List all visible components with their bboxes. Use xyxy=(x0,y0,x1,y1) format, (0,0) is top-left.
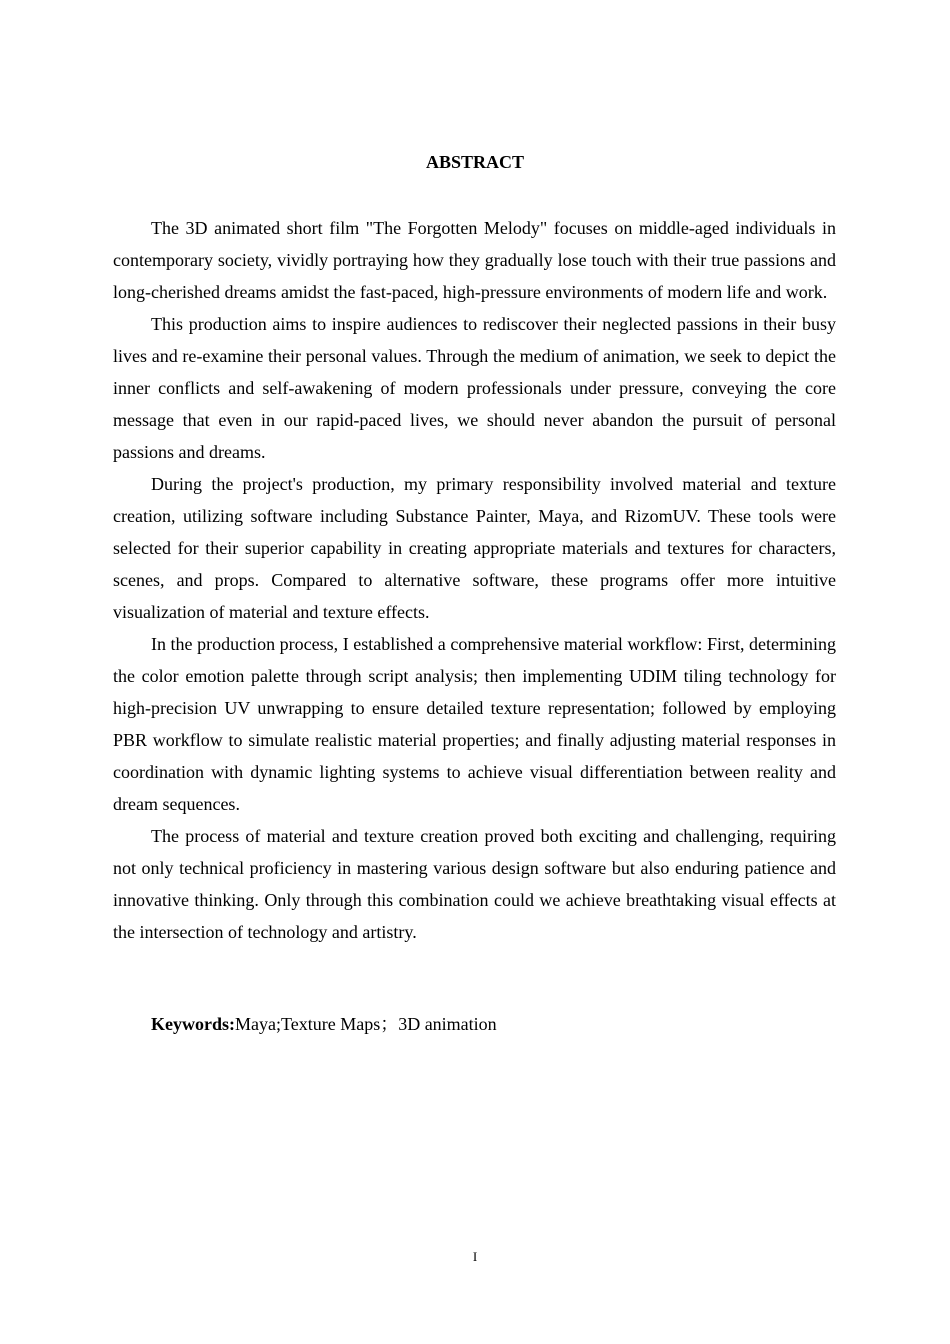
keywords-line xyxy=(113,1008,836,1040)
abstract-body xyxy=(113,212,836,948)
abstract-paragraph-2: This production aims to inspire audiences to rediscover their neglected passions in their busy lives and re-examine their personal values. Through the medium of animation, we seek to depict the inner conflicts and self-awakening of modern professionals under pressure, conveying the core message that even in our rapid-paced lives, we should never abandon the pursuit of personal passions and dreams. xyxy=(113,314,836,462)
abstract-paragraph-1: The 3D animated short film "The Forgotten Melody" focuses on middle-aged individuals in contemporary society, vividly portraying how they gradually lose touch with their true passions and long-cherished dreams amidst the fast-paced, high-pressure environments of modern life and work. xyxy=(113,218,836,302)
keywords-label: Keywords: xyxy=(151,1014,235,1034)
abstract-paragraph-5: The process of material and texture creation proved both exciting and challenging, requiring not only technical proficiency in mastering various design software but also enduring patience and innovative thinking. Only through this combination could we achieve breathtaking visual effects at the intersection of technology and artistry. xyxy=(113,826,836,942)
page-number: I xyxy=(472,1249,478,1264)
abstract-title: ABSTRACT xyxy=(425,152,525,172)
abstract-paragraph-3: During the project's production, my primary responsibility involved material and texture creation, utilizing software including Substance Painter, Maya, and RizomUV. These tools were selected for their superior capability in creating appropriate materials and textures for characters, scenes, and props. Compared to alternative software, these programs offer more intuitive visualization of material and texture effects. xyxy=(113,474,836,622)
abstract-paragraph-4: In the production process, I established a comprehensive material workflow: First, determining the color emotion palette through script analysis; then implementing UDIM tiling technology for high-precision UV unwrapping to ensure detailed texture representation; followed by employing PBR workflow to simulate realistic material properties; and finally adjusting material responses in coordination with dynamic lighting systems to achieve visual differentiation between reality and dream sequences. xyxy=(113,634,836,814)
keywords-value: Maya;Texture Maps；3D animation xyxy=(235,1014,497,1034)
